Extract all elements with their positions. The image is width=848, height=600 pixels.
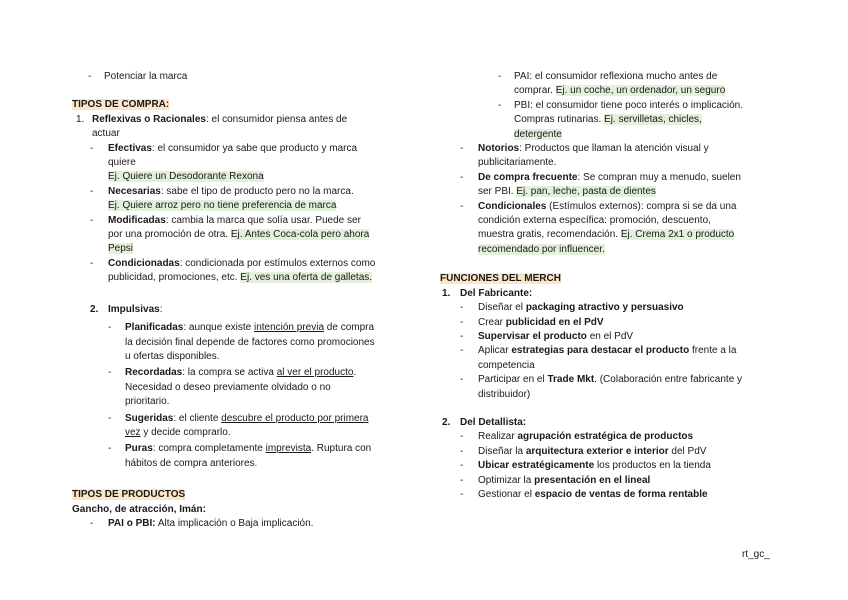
list-item-reflexivas: 1. Reflexivas o Racionales: el consumidor piensa antes de <box>76 113 348 125</box>
list-item: - Sugeridas: el cliente descubre el producto por primera <box>108 412 369 424</box>
section-heading-tipos-productos: TIPOS DE PRODUCTOS <box>72 489 186 501</box>
list-item: - Condicionadas: condicionada por estímulos externos como <box>90 257 376 269</box>
list-item: - PAI o PBI: Alta implicación o Baja implicación. <box>90 517 314 529</box>
section-heading-funciones: FUNCIONES DEL MERCH <box>440 273 561 285</box>
list-item: - Condicionales (Estímulos externos): compra si se da una <box>460 200 737 212</box>
list-item: - PAI: el consumidor reflexiona mucho antes de <box>498 71 718 82</box>
list-item: - Notorios: Productos que llaman la atención visual y <box>460 143 709 155</box>
list-item: - Realizar agrupación estratégica de productos <box>460 431 694 443</box>
list-item: - Diseñar el packaging atractivo y persuasivo <box>460 302 684 314</box>
list-item: - Necesarias: sabe el tipo de producto pero no la marca. <box>90 185 354 197</box>
list-item: - Gestionar el espacio de ventas de forma rentable <box>460 488 708 500</box>
list-item: - Crear publicidad en el PdV <box>460 316 604 328</box>
subheading-fabricante: 1. Del Fabricante: <box>442 287 533 299</box>
list-item: - Diseñar la arquitectura exterior e interior del PdV <box>460 445 707 457</box>
list-item: - Efectivas: el consumidor ya sabe que producto y marca <box>90 142 358 154</box>
list-item: - De compra frecuente: Se compran muy a menudo, suelen <box>460 171 741 183</box>
right-column: - PAI: el consumidor reflexiona mucho antes de comprar. Ej. un coche, un ordenador, un seguro - PBI: el consumidor tiene poco interés o implicación. Compras rutinarias. Ej. servilletas, chicles, detergente - Notorios: Productos que llaman la atención visual y publicitariamente. - De compra frecuente: Se compran muy a menudo, suelen ser PBI. Ej. pan, leche, pasta de dientes - Condicionales (Estímulos externos): compra si se da una condición externa específica: promoción, descuento, muestra gratis, recomendación. Ej. Crema 2x1 o producto recomendado por influencer. FUNCIONES DEL MERCH 1. Del Fabricante: - Diseñar el packaging atractivo y persuasivo - Crear publicidad en el PdV - Supervisar el producto en el PdV - Aplicar estrategias para destacar el producto frente a la competencia - Participar en el Trade Mkt. (Colaboración entre fabricante y distribuidor) 2. Del Detallista: - Realizar agrupación estratégica de productos - Diseñar la arquitectura exterior e interior del PdV - Ubicar estratégicamente los productos en la tienda - Optimizar la presentación en el lineal - Gestionar el espacio de ventas de forma rentable <box>440 70 780 502</box>
list-item: - Aplicar estrategias para destacar el producto frente a la <box>460 345 737 357</box>
subheading: Gancho, de atracción, Imán: <box>72 503 206 515</box>
footer-signature: rt_gc_ <box>742 549 770 560</box>
list-item: - Recordadas: la compra se activa al ver el producto. <box>108 367 357 379</box>
list-item: - Optimizar la presentación en el lineal <box>460 474 651 486</box>
list-item: - Supervisar el producto en el PdV <box>460 330 634 342</box>
list-item: - Puras: compra completamente imprevista. Ruptura con <box>108 443 372 455</box>
list-item: - PBI: el consumidor tiene poco interés o implicación. <box>498 99 744 111</box>
left-column: - Potenciar la marca TIPOS DE COMPRA: 1. Reflexivas o Racionales: el consumidor piensa antes de actuar - Efectivas: el consumidor ya sabe que producto y marca quiere Ej. Quiere un Desodorante Rexona - Necesarias: sabe el tipo de producto pero no la marca. Ej. Quiere arroz pero no tiene preferencia de marca - Modificadas: cambia la marca que solía usar. Puede ser por una promoción de otra. Ej. Antes Coca-cola pero ahora Pepsi - Condicionadas: condicionada por estímulos externos como publicidad, promociones, etc. Ej. ves una oferta de galletas. 2. Impulsivas: - Planificadas: aunque existe intención previa de compra la decisión final depende de factores como promociones u ofertas disponibles. - Recordadas: la compra se activa al ver el producto. Necesidad o deseo previamente olvidado o no prioritario. - Sugeridas: el cliente descubre el producto por primera vez y decide comprarlo. - Puras: compra completamente imprevista. Ruptura con hábitos de compra anteriores. TIPOS DE PRODUCTOS Gancho, de atracción, Imán: - PAI o PBI: Alta implicación o Baja implicación. <box>72 70 412 531</box>
list-item: - Potenciar la marca <box>72 70 412 84</box>
list-item: - Participar en el Trade Mkt. (Colaboración entre fabricante y <box>460 374 743 386</box>
list-item: - Ubicar estratégicamente los productos en la tienda <box>460 460 711 472</box>
list-item: - Planificadas: aunque existe intención previa de compra <box>108 322 375 334</box>
section-heading-tipos-compra: TIPOS DE COMPRA: <box>72 99 170 111</box>
bullet-dash: - <box>88 71 92 82</box>
subheading-detallista: 2. Del Detallista: <box>442 416 527 428</box>
list-item: - Modificadas: cambia la marca que solía usar. Puede ser <box>90 214 361 226</box>
list-item-impulsivas: 2. Impulsivas: <box>90 303 163 315</box>
